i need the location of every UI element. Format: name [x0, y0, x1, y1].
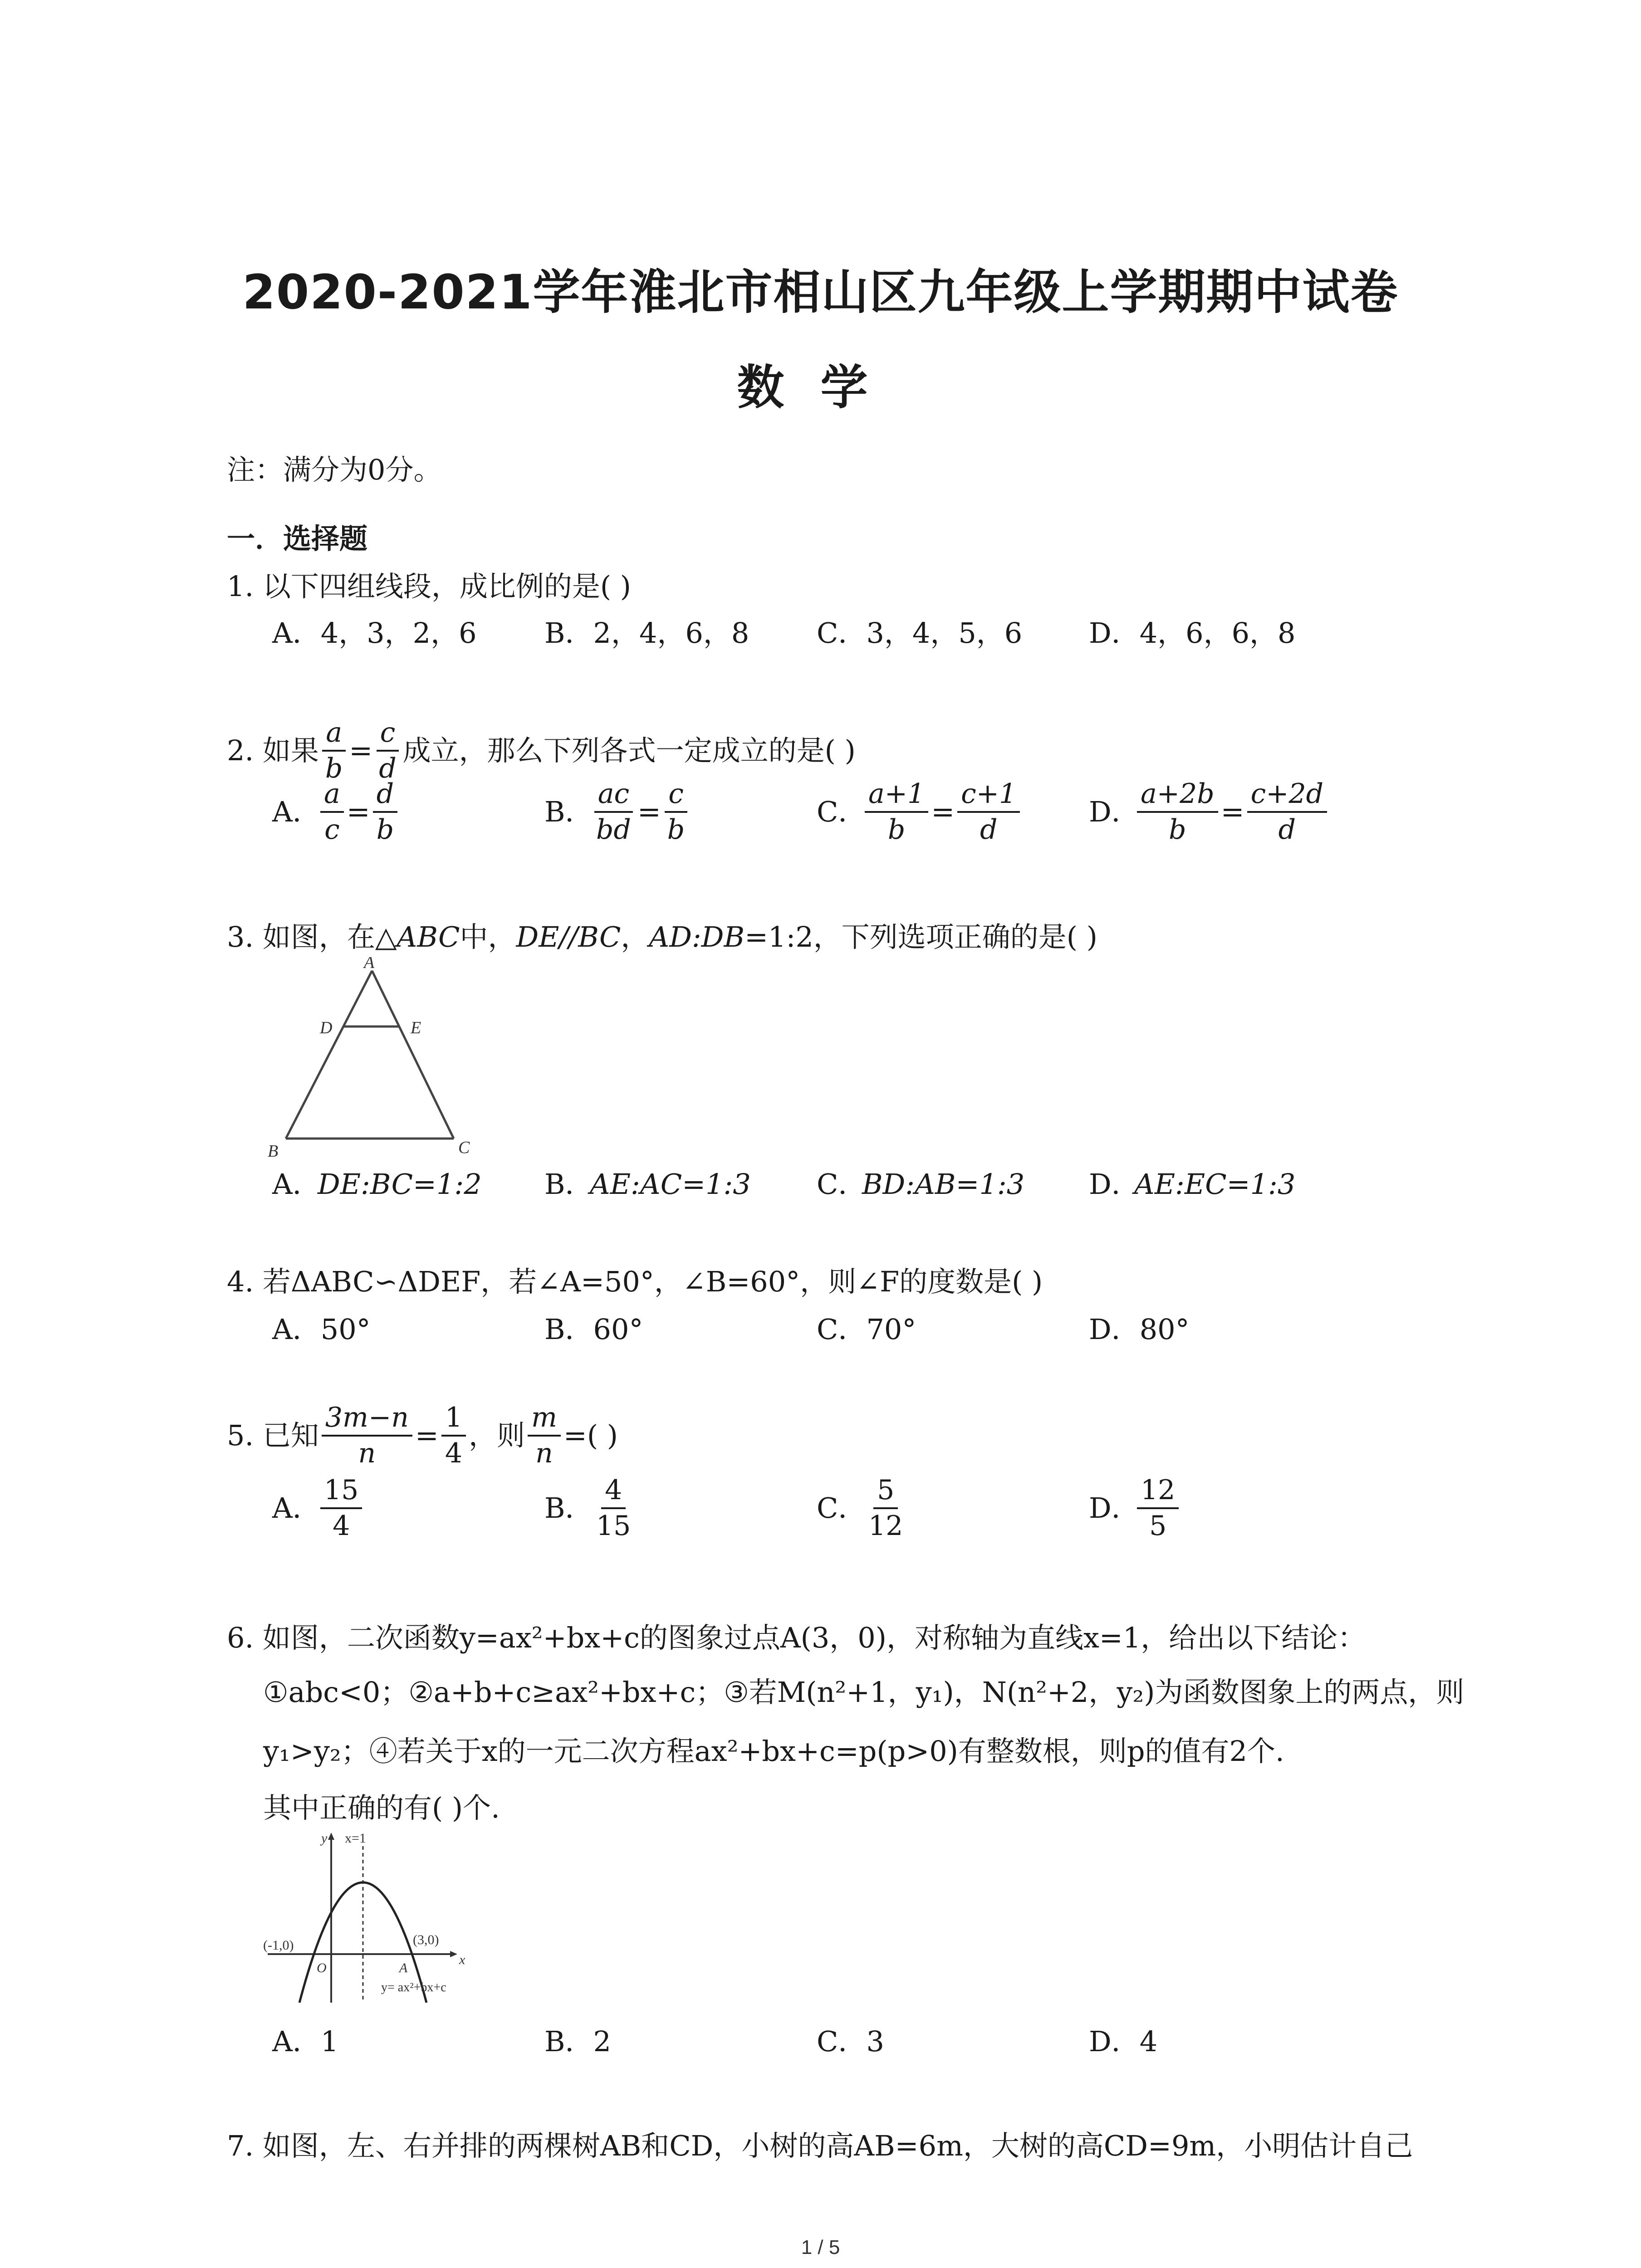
q1-option-c: C．3，4，5，6 [817, 616, 1023, 650]
label-right-root: (3,0) [413, 1932, 439, 1947]
denominator: b [376, 814, 394, 846]
q4-option-b: B．60° [544, 1313, 643, 1346]
q1-option-b: B．2，4，6，8 [544, 616, 749, 650]
fraction [528, 1403, 561, 1468]
fraction [593, 1476, 634, 1540]
option-label: C． [817, 795, 867, 828]
fraction [1247, 780, 1327, 844]
denominator: 12 [868, 1510, 903, 1542]
q4-option-a: A．50° [272, 1313, 371, 1346]
label-left-root: (-1,0) [263, 1938, 294, 1953]
exam-title: 2020-2021学年淮北市相山区九年级上学期期中试卷 [242, 264, 1399, 320]
q3-parallel: DE//BC [516, 920, 621, 953]
denominator: n [535, 1437, 553, 1469]
question-3-stem [227, 920, 1097, 953]
question-4-stem: 4. 若ΔABC∽ΔDEF，若∠A=50°，∠B=60°，则∠F的度数是( ) [227, 1265, 1043, 1298]
q3-ratio: AD:DB [649, 920, 745, 953]
y-axis-arrow [328, 1833, 334, 1840]
option-label: B． [544, 795, 593, 828]
fraction [1137, 1476, 1179, 1540]
q2-option-d [1089, 778, 1330, 846]
equals-sign: = [637, 795, 661, 828]
option-label: B． [544, 1168, 593, 1201]
equals-sign: = [346, 795, 370, 828]
fraction [320, 780, 344, 844]
numerator: 4 [601, 1476, 626, 1509]
side-ab [286, 971, 372, 1139]
fraction [322, 1403, 412, 1468]
label-point-a: A [399, 1960, 408, 1975]
fraction [957, 780, 1020, 844]
label-y: y [321, 1831, 328, 1846]
triangle-figure [254, 957, 508, 1166]
q5-option-b [544, 1474, 637, 1542]
question-2-stem [227, 717, 856, 785]
option-label: C． [817, 1168, 867, 1201]
denominator: d [980, 814, 998, 846]
numerator: c [377, 719, 399, 752]
label-a: A [364, 957, 375, 972]
fraction [441, 1403, 466, 1468]
numerator: c [665, 780, 687, 813]
option-label: A． [272, 1491, 321, 1525]
question-1-stem: 1. 以下四组线段，成比例的是( ) [227, 570, 631, 603]
score-note: 注：满分为0分。 [227, 453, 442, 486]
q5-option-a [272, 1474, 365, 1542]
fraction [373, 780, 397, 844]
option-label: D． [1089, 795, 1140, 828]
numerator: c+2d [1247, 780, 1327, 813]
q3-text: 中， [460, 920, 516, 953]
q4-option-c: C．70° [817, 1313, 916, 1346]
q2-cond-left-fraction [322, 719, 346, 783]
q4-option-d: D．80° [1089, 1313, 1190, 1346]
q2-option-b [544, 778, 691, 846]
denominator: 4 [445, 1437, 462, 1469]
q6-option-c: C．3 [817, 2025, 884, 2058]
q3-triangle: ABC [397, 920, 460, 953]
numerator: 3m−n [322, 1403, 412, 1437]
x-axis-arrow [450, 1951, 457, 1957]
denominator: d [379, 753, 397, 784]
q6-option-d: D．4 [1089, 2025, 1158, 2058]
label-c: C [458, 1138, 470, 1157]
label-x: x [459, 1952, 465, 1967]
q3-option-b [544, 1168, 751, 1201]
q2-cond-right-fraction [375, 719, 400, 783]
numerator: d [373, 780, 397, 813]
numerator: ac [594, 780, 633, 813]
option-label: D． [1089, 1168, 1140, 1201]
numerator: 15 [320, 1476, 362, 1509]
numerator: a+1 [865, 780, 928, 813]
fraction [1137, 780, 1218, 844]
numerator: c+1 [957, 780, 1020, 813]
question-5-stem [227, 1402, 618, 1470]
question-6-line-3: y₁>y₂；④若关于x的一元二次方程ax²+bx+c=p(p>0)有整数根，则p的值有2个. [263, 1735, 1284, 1768]
numerator: 5 [873, 1476, 898, 1509]
q6-option-b: B．2 [544, 2025, 612, 2058]
numerator: 1 [441, 1403, 466, 1437]
equals-sign: = [415, 1419, 439, 1452]
option-value: BD:AB=1:3 [862, 1168, 1025, 1201]
q1-option-d: D．4，6，6，8 [1089, 616, 1296, 650]
label-origin: O [317, 1960, 327, 1975]
q5-option-d [1089, 1474, 1181, 1542]
q3-option-a [272, 1168, 482, 1201]
numerator: a [320, 780, 344, 813]
q2-prefix: 2. 如果 [227, 734, 319, 767]
q5-prefix: 5. 已知 [227, 1419, 319, 1452]
q5-option-c [817, 1474, 909, 1542]
q3-text: ， [621, 920, 649, 953]
label-axis-of-symmetry: x=1 [345, 1831, 366, 1846]
parabola-figure [263, 1828, 517, 2023]
q3-option-d [1089, 1168, 1296, 1201]
question-7-stem: 7. 如图，左、右并排的两棵树AB和CD，小树的高AB=6m，大树的高CD=9m，小明估计自己 [227, 2129, 1413, 2162]
question-6-line-1: 6. 如图，二次函数y=ax²+bx+c的图象过点A(3，0)，对称轴为直线x=1，给出以下结论： [227, 1621, 1366, 1654]
label-e: E [411, 1018, 421, 1037]
equals-sign: = [1220, 795, 1244, 828]
label-equation: y= ax²+bx+c [381, 1980, 446, 1994]
numerator: m [528, 1403, 561, 1437]
side-ac [372, 971, 454, 1139]
q3-text: =1:2，下列选项正确的是( ) [745, 920, 1097, 953]
option-label: A． [272, 1168, 321, 1201]
q6-option-a: A．1 [272, 2025, 339, 2058]
q3-text: 3. 如图，在△ [227, 920, 397, 953]
page-number: 1 / 5 [801, 2236, 840, 2258]
denominator: c [324, 814, 340, 846]
q2-option-c [817, 778, 1023, 846]
option-value: AE:AC=1:3 [590, 1168, 751, 1201]
q5-suffix: =( ) [563, 1419, 618, 1452]
equals-sign: = [931, 795, 955, 828]
option-label: A． [272, 795, 321, 828]
q2-suffix: 成立，那么下列各式一定成立的是( ) [402, 734, 856, 767]
label-b: B [268, 1142, 279, 1161]
denominator: b [1169, 814, 1186, 846]
q1-option-a: A．4，3，2，6 [272, 616, 477, 650]
option-label: D． [1089, 1491, 1140, 1525]
denominator: n [358, 1437, 376, 1469]
denominator: 5 [1149, 1510, 1167, 1542]
option-label: C． [817, 1491, 867, 1525]
denominator: b [667, 814, 685, 846]
label-d: D [320, 1018, 333, 1037]
denominator: 4 [333, 1510, 350, 1542]
fraction [664, 780, 688, 844]
q2-option-a [272, 778, 400, 846]
numerator: a [322, 719, 346, 752]
q3-option-c [817, 1168, 1025, 1201]
fraction [593, 780, 635, 844]
question-6-line-4: 其中正确的有( )个. [263, 1791, 500, 1824]
question-6-line-2: ①abc<0；②a+b+c≥ax²+bx+c；③若M(n²+1，y₁)，N(n²+2，y₂)为函数图象上的两点，则 [263, 1676, 1465, 1709]
numerator: a+2b [1137, 780, 1218, 813]
exam-subject: 数学 [737, 360, 904, 415]
denominator: bd [596, 814, 631, 846]
q5-mid: ，则 [469, 1419, 525, 1452]
equals-sign: = [349, 734, 373, 767]
denominator: b [887, 814, 906, 846]
denominator: 15 [596, 1510, 631, 1542]
fraction [865, 780, 928, 844]
denominator: d [1278, 814, 1296, 846]
option-value: DE:BC=1:2 [318, 1168, 482, 1201]
denominator: b [325, 753, 343, 784]
option-value: AE:EC=1:3 [1134, 1168, 1296, 1201]
fraction [320, 1476, 362, 1540]
fraction [865, 1476, 906, 1540]
section-heading: 一．选择题 [227, 522, 368, 555]
option-label: B． [544, 1491, 593, 1525]
numerator: 12 [1137, 1476, 1179, 1509]
